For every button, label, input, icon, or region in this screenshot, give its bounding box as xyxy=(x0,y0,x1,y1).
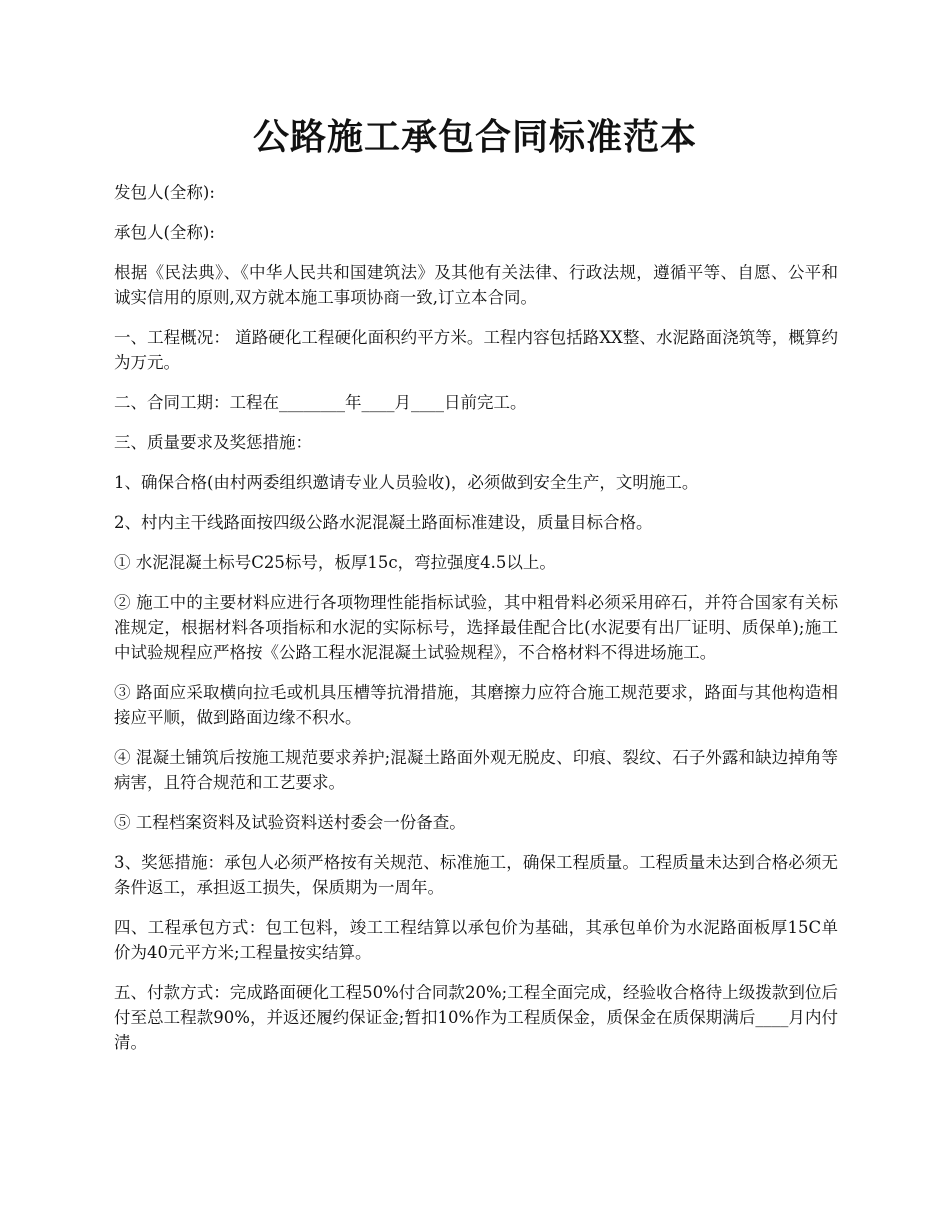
section-payment-method: 五、付款方式：完成路面硬化工程50%付合同款20%;工程全面完成，经验收合格待上级拨款到位后付至总工程款90%，并返还履约保证金;暂扣10%作为工程质保金，质保金在质保期满后____月内付清。 xyxy=(114,983,838,1052)
party-a-line: 发包人(全称): xyxy=(114,183,215,202)
quality-subitem-4: ④ 混凝土铺筑后按施工规范要求养护;混凝土路面外观无脱皮、印痕、裂纹、石子外露和缺边掉角等病害，且符合规范和工艺要求。 xyxy=(114,748,838,792)
section-project-overview: 一、工程概况： 道路硬化工程硬化面积约平方米。工程内容包括路XX整、水泥路面浇筑等，概算约为万元。 xyxy=(114,328,838,372)
quality-item-1: 1、确保合格(由村两委组织邀请专业人员验收)，必须做到安全生产，文明施工。 xyxy=(114,473,699,492)
quality-subitem-5: ⑤ 工程档案资料及试验资料送村委会一份备查。 xyxy=(114,813,466,832)
quality-subitem-1: ① 水泥混凝土标号C25标号，板厚15c，弯拉强度4.5以上。 xyxy=(114,553,556,572)
preamble-paragraph: 根据《民法典》、《中华人民共和国建筑法》及其他有关法律、行政法规，遵循平等、自愿、公平和诚实信用的原则,双方就本施工事项协商一致,订立本合同。 xyxy=(114,263,838,307)
section-contracting-method: 四、工程承包方式：包工包料，竣工工程结算以承包价为基础，其承包单价为水泥路面板厚15C单价为40元平方米;工程量按实结算。 xyxy=(114,918,838,962)
section-contract-period: 二、合同工期：工程在________年____月____日前完工。 xyxy=(114,393,527,412)
quality-subitem-2: ② 施工中的主要材料应进行各项物理性能指标试验，其中粗骨料必须采用碎石，并符合国家有关标准规定，根据材料各项指标和水泥的实际标号，选择最佳配合比(水泥要有出厂证明、质保单);施工中试验规程应严格按《公路工程水泥混凝土试验规程》，不合格材料不得进场施工。 xyxy=(114,593,838,662)
quality-subitem-3: ③ 路面应采取横向拉毛或机具压槽等抗滑措施，其磨擦力应符合施工规范要求，路面与其他构造相接应平顺，做到路面边缘不积水。 xyxy=(114,683,838,727)
quality-item-2: 2、村内主干线路面按四级公路水泥混凝土路面标准建设，质量目标合格。 xyxy=(114,513,653,532)
section-quality-heading: 三、质量要求及奖惩措施： xyxy=(114,433,312,452)
quality-item-3: 3、奖惩措施：承包人必须严格按有关规范、标准施工，确保工程质量。工程质量未达到合格必须无条件返工，承担返工损失，保质期为一周年。 xyxy=(114,853,838,897)
party-b-line: 承包人(全称): xyxy=(114,223,215,242)
document-title: 公路施工承包合同标准范本 xyxy=(252,116,697,158)
document-body xyxy=(114,180,838,1070)
